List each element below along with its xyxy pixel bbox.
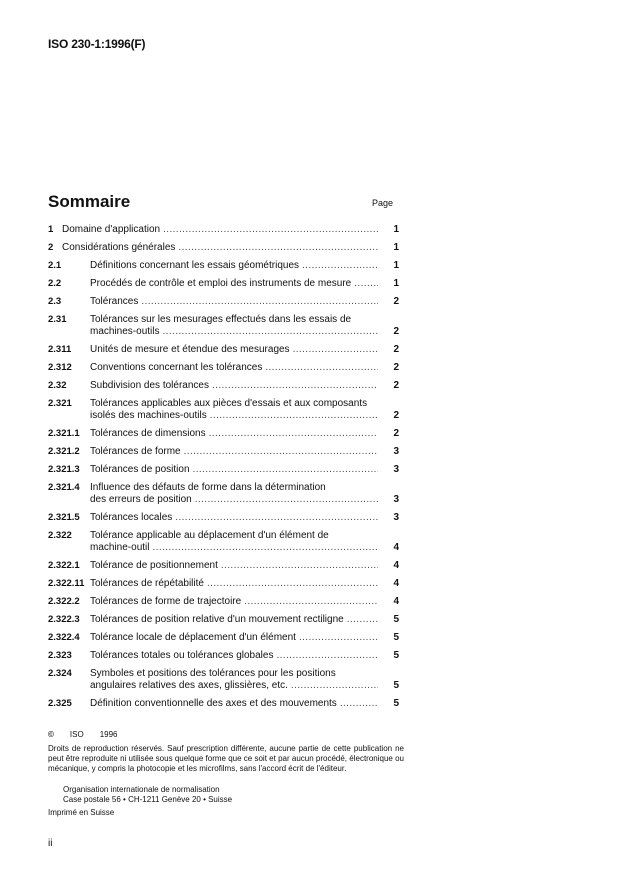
dot-leader — [178, 242, 378, 254]
toc-entry-body — [90, 512, 399, 524]
toc-entry-label: Définitions concernant les essais géométriques — [90, 260, 299, 271]
toc-entry-page: 5 — [393, 650, 399, 661]
dot-leader — [162, 326, 378, 338]
dot-leader — [276, 650, 378, 662]
dot-leader — [265, 362, 378, 374]
toc-entry-page: 3 — [393, 512, 399, 523]
toc-entry-body — [90, 362, 399, 374]
toc-entry-line — [90, 428, 399, 440]
toc-entry-number: 2.32 — [48, 380, 67, 391]
toc-entry-line — [90, 494, 399, 506]
toc-entry[interactable] — [48, 446, 399, 458]
toc-entry-label: Tolérances totales ou tolérances globales — [90, 650, 274, 661]
toc-entry-page: 1 — [393, 242, 399, 253]
toc-entry-label: Tolérances de forme — [90, 446, 181, 457]
toc-entry-line — [90, 410, 399, 422]
toc-entry[interactable] — [48, 668, 399, 692]
toc-entry-label: isolés des machines-outils — [90, 410, 207, 421]
toc-entry[interactable] — [48, 278, 399, 290]
toc-entry-body — [90, 380, 399, 392]
dot-leader — [175, 512, 378, 524]
toc-entry-body — [90, 278, 399, 290]
dot-leader — [354, 278, 378, 290]
toc-entry-line — [90, 260, 399, 272]
dot-leader — [184, 446, 378, 458]
toc-entry-label: Symboles et positions des tolérances pour les positions — [90, 668, 336, 679]
toc-entry-line — [90, 326, 399, 338]
toc-entry-label: Unités de mesure et étendue des mesurages — [90, 344, 290, 355]
toc-entry-number: 2.322.1 — [48, 560, 80, 571]
dot-leader — [141, 296, 378, 308]
toc-entry-line — [90, 542, 399, 554]
rights-statement: Droits de reproduction réservés. Sauf prescription différente, aucune partie de cette publication ne peut être reproduite ni utilisée sous quelque forme que ce soit et par aucun procédé, électronique ou mécanique, y compris la photocopie et les microfilms, sans l'accord écrit de l'éditeur. — [48, 744, 404, 773]
toc-entry-label: Tolérance locale de déplacement d'un élément — [90, 632, 296, 643]
dot-leader — [340, 698, 378, 710]
toc-entry[interactable] — [48, 314, 399, 338]
toc-entry-page: 5 — [393, 698, 399, 709]
dot-leader — [195, 494, 378, 506]
page-column-label: Page — [372, 198, 394, 208]
document-id: ISO 230-1:1996(F) — [48, 37, 146, 51]
toc-entry-page: 5 — [393, 632, 399, 643]
toc-entry-number: 2.323 — [48, 650, 72, 661]
toc-entry-number: 2.322.11 — [48, 578, 85, 589]
toc-entry-number: 2.31 — [48, 314, 67, 325]
toc-entry[interactable] — [48, 224, 399, 236]
toc-entry-number: 2.312 — [48, 362, 72, 373]
table-of-contents — [48, 224, 399, 710]
toc-entry[interactable] — [48, 296, 399, 308]
toc-entry-body — [90, 464, 399, 476]
toc-entry-number: 2.321.2 — [48, 446, 80, 457]
toc-entry-line — [90, 698, 399, 710]
dot-leader — [302, 260, 378, 272]
toc-entry-page: 4 — [393, 596, 399, 607]
toc-entry[interactable] — [48, 596, 399, 608]
toc-entry-line — [90, 560, 399, 572]
dot-leader — [163, 224, 378, 236]
toc-entry-label: Tolérances de position — [90, 464, 190, 475]
toc-entry-line — [90, 632, 399, 644]
toc-entry-body — [90, 668, 399, 692]
toc-entry-number: 2.311 — [48, 344, 72, 355]
toc-entry-label: Tolérances locales — [90, 512, 173, 523]
printed-in: Imprimé en Suisse — [48, 808, 115, 817]
toc-entry-body — [90, 398, 399, 422]
toc-entry[interactable] — [48, 380, 399, 392]
toc-entry-label: Tolérances de répétabilité — [90, 578, 204, 589]
toc-entry-line — [90, 578, 399, 590]
toc-entry-line — [90, 446, 399, 458]
dot-leader — [299, 632, 378, 644]
toc-entry[interactable] — [48, 632, 399, 644]
toc-entry-number: 2.2 — [48, 278, 62, 289]
toc-entry-number: 2 — [48, 242, 54, 253]
toc-entry-body — [62, 242, 399, 254]
toc-entry-page: 3 — [393, 446, 399, 457]
toc-entry-label: Tolérances de position relative d'un mouvement rectiligne — [90, 614, 344, 625]
address-line: Case postale 56 • CH-1211 Genève 20 • Suisse — [63, 795, 233, 804]
toc-entry-page: 1 — [393, 260, 399, 271]
toc-entry-page: 2 — [393, 380, 399, 391]
toc-entry-body — [90, 596, 399, 608]
toc-entry-page: 2 — [393, 362, 399, 373]
toc-entry[interactable] — [48, 362, 399, 374]
toc-entry-label: machines-outils — [90, 326, 160, 337]
page-number: ii — [48, 838, 53, 849]
toc-entry[interactable] — [48, 242, 399, 254]
toc-entry-number: 2.321.5 — [48, 512, 80, 523]
toc-entry-page: 3 — [393, 464, 399, 475]
toc-entry[interactable] — [48, 398, 399, 422]
toc-entry-line — [62, 224, 399, 236]
toc-entry-label: angulaires relatives des axes, glissières, etc. — [90, 680, 288, 691]
publisher-address — [63, 785, 232, 805]
toc-entry-number: 2.325 — [48, 698, 72, 709]
toc-entry-label: Influence des défauts de forme dans la détermination — [90, 482, 326, 493]
toc-entry-number: 2.321.4 — [48, 482, 80, 493]
toc-entry-label: Tolérances de dimensions — [90, 428, 206, 439]
toc-entry[interactable] — [48, 530, 399, 554]
toc-entry-label: Tolérances de forme de trajectoire — [90, 596, 242, 607]
toc-entry-number: 2.322.2 — [48, 596, 80, 607]
dot-leader — [291, 680, 378, 692]
toc-entry-body — [90, 632, 399, 644]
toc-entry-line — [90, 614, 399, 626]
address-line: Organisation internationale de normalisation — [63, 785, 220, 794]
toc-entry[interactable] — [48, 650, 399, 662]
toc-entry-label: Tolérance applicable au déplacement d'un élément de — [90, 530, 329, 541]
toc-entry-number: 2.321.3 — [48, 464, 80, 475]
toc-entry-page: 2 — [393, 410, 399, 421]
copyright-org: ISO — [69, 730, 84, 739]
toc-entry[interactable] — [48, 260, 399, 272]
toc-entry-line — [62, 242, 399, 254]
toc-entry-body — [90, 560, 399, 572]
dot-leader — [212, 380, 378, 392]
toc-entry-label: Procédés de contrôle et emploi des instruments de mesure — [90, 278, 352, 289]
toc-entry-page: 4 — [393, 560, 399, 571]
dot-leader — [293, 344, 378, 356]
toc-entry-number: 2.321 — [48, 398, 72, 409]
toc-entry-body — [90, 530, 399, 554]
toc-entry-number: 1 — [48, 224, 54, 235]
toc-entry-body — [90, 344, 399, 356]
toc-entry[interactable] — [48, 344, 399, 356]
toc-entry-body — [90, 650, 399, 662]
toc-entry[interactable] — [48, 482, 399, 506]
toc-entry-label: des erreurs de position — [90, 494, 192, 505]
toc-entry[interactable] — [48, 614, 399, 626]
toc-entry-line — [90, 464, 399, 476]
toc-entry-label: Tolérances — [90, 296, 139, 307]
dot-leader — [209, 428, 378, 440]
toc-entry[interactable] — [48, 578, 399, 590]
toc-entry-body — [90, 314, 399, 338]
toc-entry-line — [90, 596, 399, 608]
dot-leader — [152, 542, 378, 554]
toc-entry-body — [90, 578, 399, 590]
copyright-year: 1996 — [99, 730, 118, 739]
toc-entry-number: 2.322.3 — [48, 614, 80, 625]
toc-entry-label: Considérations générales — [62, 242, 176, 253]
toc-entry-page: 4 — [393, 578, 399, 589]
toc-entry-line — [90, 278, 399, 290]
dot-leader — [207, 578, 378, 590]
toc-title: Sommaire — [48, 192, 131, 211]
dot-leader — [193, 464, 378, 476]
copyright-symbol: © — [48, 730, 54, 739]
toc-entry-label: machine-outil — [90, 542, 150, 553]
toc-entry-line — [90, 680, 399, 692]
toc-entry-body — [62, 224, 399, 236]
toc-entry-page: 2 — [393, 344, 399, 355]
toc-entry-line — [90, 362, 399, 374]
toc-entry-body — [90, 428, 399, 440]
toc-entry-label: Domaine d'application — [62, 224, 161, 235]
toc-entry[interactable] — [48, 560, 399, 572]
toc-entry-label: Définition conventionnelle des axes et des mouvements — [90, 698, 337, 709]
toc-entry-number: 2.3 — [48, 296, 62, 307]
toc-entry-line — [90, 344, 399, 356]
toc-entry-page: 2 — [393, 326, 399, 337]
toc-entry-number: 2.1 — [48, 260, 62, 271]
toc-entry-number: 2.321.1 — [48, 428, 80, 439]
toc-entry-label: Tolérances applicables aux pièces d'essais et aux composants — [90, 398, 368, 409]
dot-leader — [210, 410, 378, 422]
toc-entry-page: 4 — [393, 542, 399, 553]
dot-leader — [347, 614, 378, 626]
toc-entry[interactable] — [48, 698, 399, 710]
toc-entry-page: 3 — [393, 494, 399, 505]
toc-entry[interactable] — [48, 464, 399, 476]
toc-entry-line — [90, 296, 399, 308]
toc-entry[interactable] — [48, 512, 399, 524]
toc-entry-page: 2 — [393, 428, 399, 439]
toc-entry-line — [90, 380, 399, 392]
toc-entry-number: 2.322 — [48, 530, 72, 541]
dot-leader — [244, 596, 378, 608]
toc-entry[interactable] — [48, 428, 399, 440]
toc-entry-body — [90, 296, 399, 308]
toc-entry-label: Subdivision des tolérances — [90, 380, 209, 391]
toc-entry-body — [90, 482, 399, 506]
copyright-line — [48, 730, 117, 740]
toc-entry-label: Tolérances sur les mesurages effectués dans les essais de — [90, 314, 352, 325]
toc-entry-label: Conventions concernant les tolérances — [90, 362, 263, 373]
toc-entry-page: 1 — [393, 278, 399, 289]
toc-entry-page: 1 — [393, 224, 399, 235]
toc-entry-page: 5 — [393, 614, 399, 625]
toc-entry-body — [90, 614, 399, 626]
toc-entry-body — [90, 698, 399, 710]
toc-entry-line — [90, 512, 399, 524]
toc-entry-label: Tolérance de positionnement — [90, 560, 218, 571]
toc-entry-page: 5 — [393, 680, 399, 691]
toc-entry-body — [90, 260, 399, 272]
toc-entry-number: 2.324 — [48, 668, 72, 679]
dot-leader — [221, 560, 378, 572]
toc-entry-number: 2.322.4 — [48, 632, 80, 643]
toc-entry-line — [90, 650, 399, 662]
toc-entry-body — [90, 446, 399, 458]
toc-entry-page: 2 — [393, 296, 399, 307]
